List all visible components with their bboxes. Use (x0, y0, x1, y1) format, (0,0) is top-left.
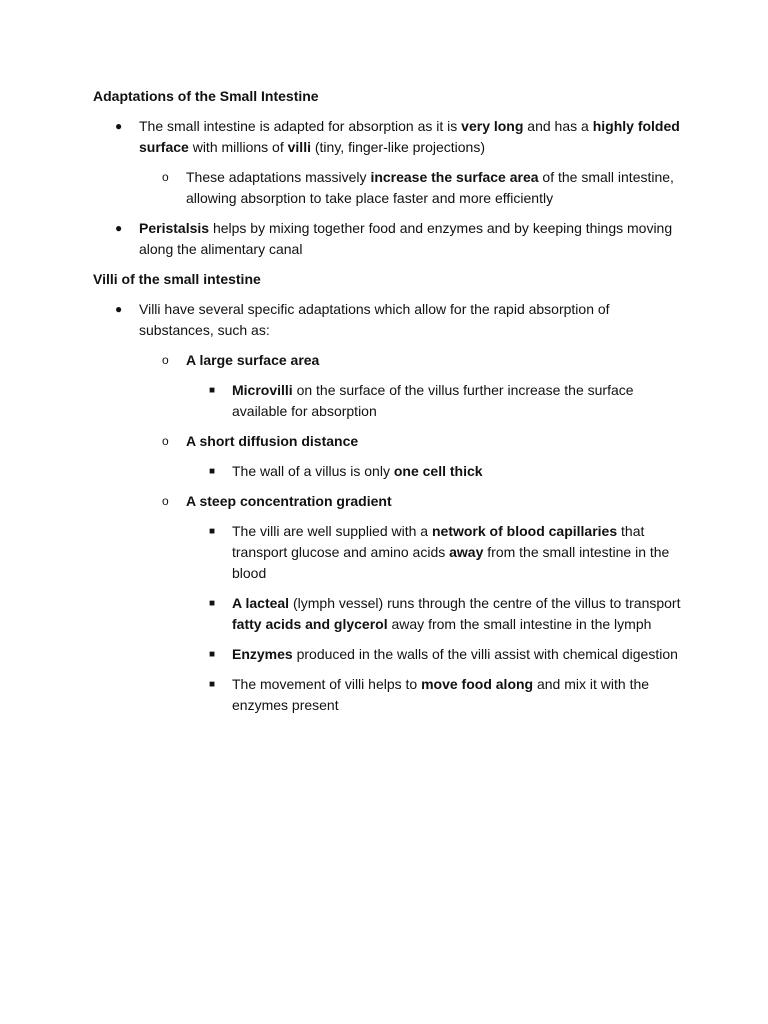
section-heading-adaptations: Adaptations of the Small Intestine (93, 88, 319, 104)
text-run: of the small intestine, allowing absorption to take place faster and more efficiently (186, 169, 674, 206)
sub-sub-bullet-lacteal (209, 593, 683, 635)
text-run: (lymph vessel) runs through the centre of the villus to transport (289, 595, 681, 611)
bullet-marker: ● (115, 302, 123, 316)
sub-bullet-short-diffusion (162, 431, 683, 452)
sub-bullet-marker: o (162, 434, 169, 448)
text-run: away from the small intestine in the lymph (387, 616, 652, 632)
text-run: and mix it with the enzymes present (232, 676, 650, 713)
sub-bullet-surface-area (162, 167, 683, 209)
bold-run: fatty acids and glycerol (232, 616, 388, 632)
bold-run: increase the surface area (370, 169, 539, 185)
sub-bullet-marker: o (162, 353, 169, 367)
bold-run: A lacteal (232, 595, 290, 611)
sub-sub-bullet-one-cell-thick (209, 461, 683, 482)
sub-bullet-large-surface-area (162, 350, 683, 371)
sub-sub-bullet-movement-of-villi (209, 674, 683, 716)
sub-bullet-marker: o (162, 170, 169, 184)
sub-bullet-marker: o (162, 494, 169, 508)
text-run: produced in the walls of the villi assist with chemical digestion (292, 646, 678, 662)
text-run: The villi are well supplied with a (232, 523, 432, 539)
bold-run: A short diffusion distance (186, 433, 359, 449)
text-run: The wall of a villus is only (232, 463, 394, 479)
bold-run: villi (287, 139, 311, 155)
bold-run: A large surface area (186, 352, 320, 368)
section-heading-villi: Villi of the small intestine (93, 271, 261, 287)
text-run: on the surface of the villus further increase the surface available for absorption (232, 382, 634, 419)
sub-sub-bullet-blood-capillaries (209, 521, 683, 584)
bold-run: Enzymes (232, 646, 293, 662)
bullet-small-intestine-adapted (115, 116, 683, 158)
text-run: helps by mixing together food and enzymes and by keeping things moving along the alimentary canal (139, 220, 673, 257)
bold-run: A steep concentration gradient (186, 493, 392, 509)
document-page (93, 86, 683, 716)
text-run: These adaptations massively (186, 169, 371, 185)
bold-run: away (449, 544, 484, 560)
bold-run: Microvilli (232, 382, 293, 398)
text-run: Villi have several specific adaptations which allow for the rapid absorption of substances, such as: (139, 301, 610, 338)
bold-run: Peristalsis (139, 220, 210, 236)
bold-run: one cell thick (393, 463, 483, 479)
square-bullet-marker: ■ (209, 649, 216, 660)
bold-run: highly folded surface (139, 118, 680, 155)
bold-run: very long (461, 118, 524, 134)
bold-run: move food along (421, 676, 534, 692)
square-bullet-marker: ■ (209, 466, 216, 477)
text-run: (tiny, finger-like projections) (310, 139, 486, 155)
text-run: that transport glucose and amino acids (232, 523, 645, 560)
text-run: from the small intestine in the blood (232, 544, 670, 581)
bullet-peristalsis (115, 218, 683, 260)
bullet-marker: ● (115, 119, 123, 133)
sub-sub-bullet-enzymes (209, 644, 683, 665)
text-run: The movement of villi helps to (232, 676, 422, 692)
square-bullet-marker: ■ (209, 385, 216, 396)
square-bullet-marker: ■ (209, 679, 216, 690)
bold-run: network of blood capillaries (431, 523, 618, 539)
sub-bullet-steep-gradient (162, 491, 683, 512)
sub-sub-bullet-microvilli (209, 380, 683, 422)
text-run: The small intestine is adapted for absorption as it is (139, 118, 462, 134)
text-run: and has a (523, 118, 593, 134)
square-bullet-marker: ■ (209, 598, 216, 609)
square-bullet-marker: ■ (209, 526, 216, 537)
bullet-marker: ● (115, 221, 123, 235)
text-run: with millions of (188, 139, 288, 155)
bullet-villi-adaptations (115, 299, 683, 341)
